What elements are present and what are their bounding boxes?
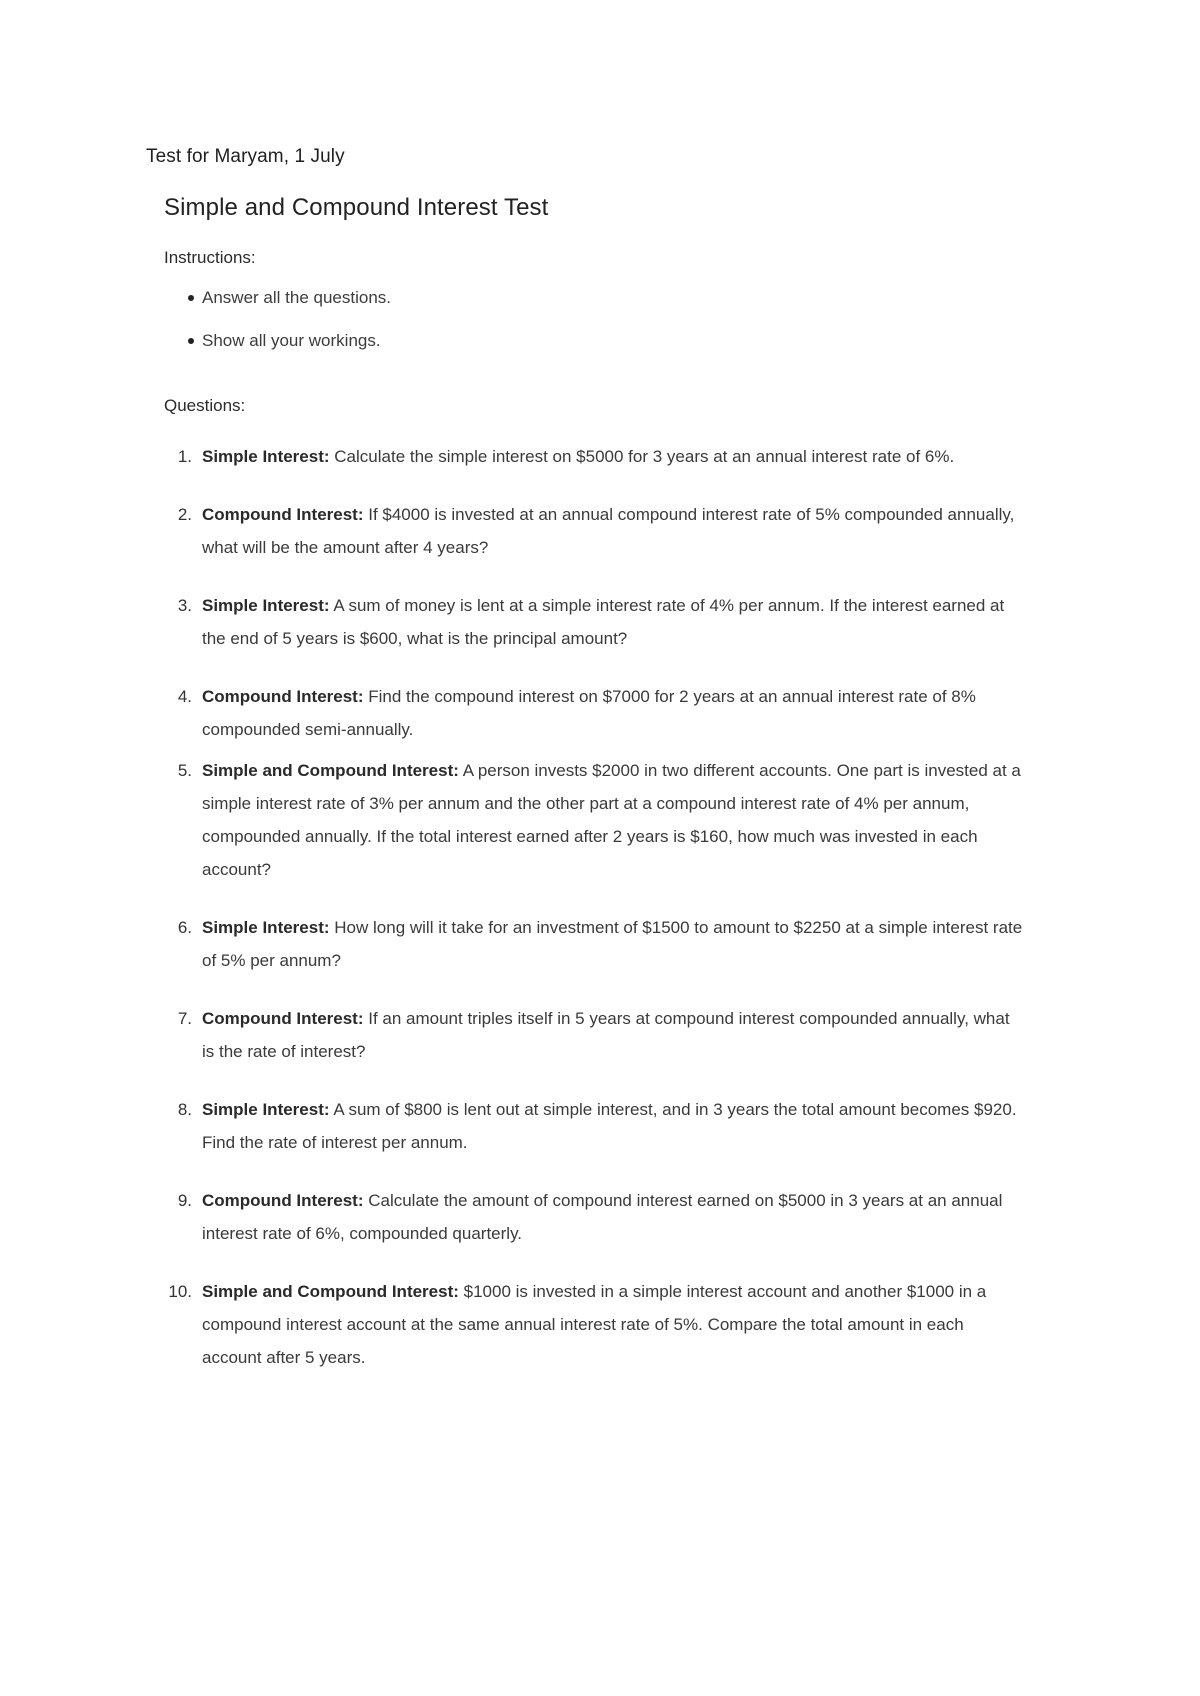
question-text: If $4000 is invested at an annual compound interest rate of 5% compounded annually, what will be the amount after 4 years?: [202, 505, 1015, 557]
question-number: 10.: [168, 1282, 192, 1301]
question-topic: Compound Interest:: [202, 1191, 364, 1210]
question-text: If an amount triples itself in 5 years at compound interest compounded annually, what is the rate of interest?: [202, 1009, 1010, 1061]
question-topic: Simple and Compound Interest:: [202, 761, 459, 780]
question-topic: Compound Interest:: [202, 505, 364, 524]
question-item: [164, 440, 1024, 473]
bullet-icon: [188, 338, 194, 344]
question-item: [164, 911, 1024, 977]
question-item: [164, 1002, 1024, 1068]
question-item: [164, 1184, 1024, 1250]
question-topic: Compound Interest:: [202, 687, 364, 706]
question-topic: Compound Interest:: [202, 1009, 364, 1028]
question-text: Calculate the simple interest on $5000 for 3 years at an annual interest rate of 6%.: [329, 447, 955, 466]
question-text: Calculate the amount of compound interest earned on $5000 in 3 years at an annual interest rate of 6%, compounded quarterly.: [202, 1191, 1003, 1243]
question-item: [164, 498, 1024, 564]
question-topic: Simple Interest:: [202, 447, 330, 466]
document-title: Simple and Compound Interest Test: [164, 194, 549, 221]
question-item: [164, 754, 1024, 886]
question-number: 4.: [177, 687, 192, 706]
instructions-heading: Instructions:: [164, 248, 256, 267]
instruction-text: Show all your workings.: [202, 331, 381, 350]
question-text: A sum of $800 is lent out at simple interest, and in 3 years the total amount becomes $920. Find the rate of interest per annum.: [202, 1100, 1017, 1152]
question-item: [164, 680, 1024, 746]
instruction-item: [164, 286, 1024, 329]
instruction-text: Answer all the questions.: [202, 288, 391, 307]
question-number: 7.: [177, 1009, 192, 1028]
question-item: [164, 589, 1024, 655]
question-number: 1.: [177, 447, 192, 466]
question-number: 6.: [177, 918, 192, 937]
instruction-item: [164, 329, 1024, 372]
instructions-list: [164, 286, 1024, 372]
questions-list: [164, 440, 1024, 1374]
question-text: How long will it take for an investment of $1500 to amount to $2250 at a simple interest rate of 5% per annum?: [202, 918, 1023, 970]
questions-heading: Questions:: [164, 396, 246, 415]
question-number: 2.: [177, 505, 192, 524]
question-text: Find the compound interest on $7000 for 2 years at an annual interest rate of 8% compounded semi-annually.: [202, 687, 976, 739]
document-body: [164, 194, 1024, 1399]
question-text: $1000 is invested in a simple interest account and another $1000 in a compound interest account at the same annual interest rate of 5%. Compare the total amount in each account after 5 years.: [202, 1282, 987, 1367]
question-number: 9.: [177, 1191, 192, 1210]
question-topic: Simple and Compound Interest:: [202, 1282, 459, 1301]
question-text: A sum of money is lent at a simple interest rate of 4% per annum. If the interest earned at the end of 5 years is $600, what is the principal amount?: [202, 596, 1005, 648]
question-topic: Simple Interest:: [202, 918, 330, 937]
page-header: Test for Maryam, 1 July: [146, 146, 345, 167]
question-number: 8.: [177, 1100, 192, 1119]
question-item: [164, 1275, 1024, 1374]
question-topic: Simple Interest:: [202, 1100, 330, 1119]
bullet-icon: [188, 295, 194, 301]
question-number: 5.: [177, 761, 192, 780]
question-text: A person invests $2000 in two different accounts. One part is invested at a simple interest rate of 3% per annum and the other part at a compound interest rate of 4% per annum, compounded annually. If the total interest earned after 2 years is $160, how much was invested in each account?: [202, 761, 1021, 879]
question-number: 3.: [177, 596, 192, 615]
question-item: [164, 1093, 1024, 1159]
question-topic: Simple Interest:: [202, 596, 330, 615]
